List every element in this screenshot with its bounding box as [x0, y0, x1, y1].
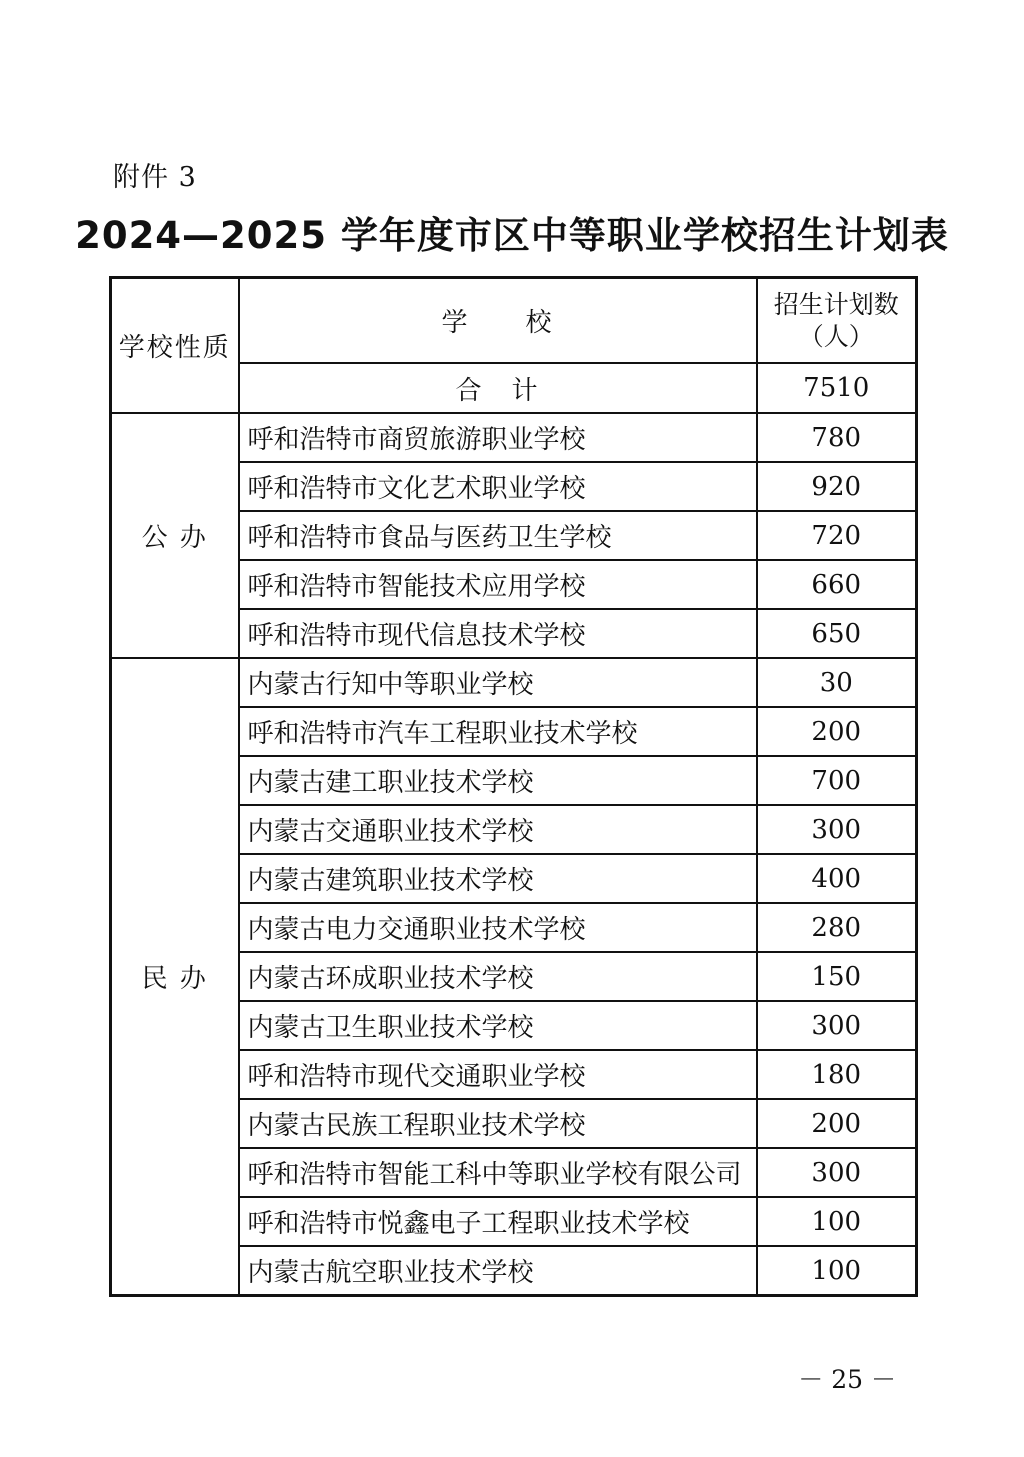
header-plan-line1: 招生计划数 [773, 289, 899, 319]
school-name-cell: 呼和浩特市食品与医药卫生学校 [239, 511, 757, 560]
plan-count-cell: 720 [757, 511, 917, 560]
page-number: － 25 － [798, 1365, 896, 1394]
school-name-cell: 内蒙古环成职业技术学校 [239, 952, 757, 1001]
total-value: 7510 [757, 363, 917, 413]
plan-count-cell: 100 [757, 1197, 917, 1246]
school-name-cell: 内蒙古行知中等职业学校 [239, 658, 757, 707]
school-name-cell: 内蒙古民族工程职业技术学校 [239, 1099, 757, 1148]
document-title: 2024—2025 学年度市区中等职业学校招生计划表 [75, 214, 949, 257]
school-name-cell: 呼和浩特市商贸旅游职业学校 [239, 413, 757, 462]
header-school-type: 学校性质 [111, 278, 239, 414]
school-type-cell: 公 办 [111, 413, 239, 658]
school-name-cell: 呼和浩特市智能技术应用学校 [239, 560, 757, 609]
plan-count-cell: 650 [757, 609, 917, 658]
plan-count-cell: 300 [757, 1001, 917, 1050]
school-name-cell: 呼和浩特市现代信息技术学校 [239, 609, 757, 658]
plan-count-cell: 780 [757, 413, 917, 462]
plan-count-cell: 280 [757, 903, 917, 952]
plan-count-cell: 30 [757, 658, 917, 707]
plan-count-cell: 180 [757, 1050, 917, 1099]
plan-count-cell: 300 [757, 805, 917, 854]
school-name-cell: 内蒙古交通职业技术学校 [239, 805, 757, 854]
table-row [111, 658, 917, 707]
school-name-cell: 呼和浩特市汽车工程职业技术学校 [239, 707, 757, 756]
school-name-cell: 呼和浩特市悦鑫电子工程职业技术学校 [239, 1197, 757, 1246]
school-name-cell: 内蒙古航空职业技术学校 [239, 1246, 757, 1296]
school-name-cell: 内蒙古建筑职业技术学校 [239, 854, 757, 903]
plan-count-cell: 300 [757, 1148, 917, 1197]
attachment-label: 附件 3 [113, 162, 197, 193]
table-header-row [111, 278, 917, 364]
school-name-cell: 呼和浩特市文化艺术职业学校 [239, 462, 757, 511]
plan-count-cell: 200 [757, 707, 917, 756]
plan-count-cell: 150 [757, 952, 917, 1001]
header-plan-line2: （人） [798, 321, 874, 351]
plan-count-cell: 100 [757, 1246, 917, 1296]
school-name-cell: 内蒙古电力交通职业技术学校 [239, 903, 757, 952]
plan-count-cell: 200 [757, 1099, 917, 1148]
school-name-cell: 呼和浩特市智能工科中等职业学校有限公司 [239, 1148, 757, 1197]
header-plan-count [757, 278, 917, 364]
school-name-cell: 呼和浩特市现代交通职业学校 [239, 1050, 757, 1099]
plan-count-cell: 400 [757, 854, 917, 903]
school-name-cell: 内蒙古建工职业技术学校 [239, 756, 757, 805]
plan-count-cell: 660 [757, 560, 917, 609]
school-name-cell: 内蒙古卫生职业技术学校 [239, 1001, 757, 1050]
table-row [111, 413, 917, 462]
plan-count-cell: 920 [757, 462, 917, 511]
total-label: 合 计 [239, 363, 757, 413]
plan-count-cell: 700 [757, 756, 917, 805]
school-type-cell: 民 办 [111, 658, 239, 1296]
header-school: 学 校 [239, 278, 757, 364]
enrollment-plan-table [109, 276, 918, 1297]
